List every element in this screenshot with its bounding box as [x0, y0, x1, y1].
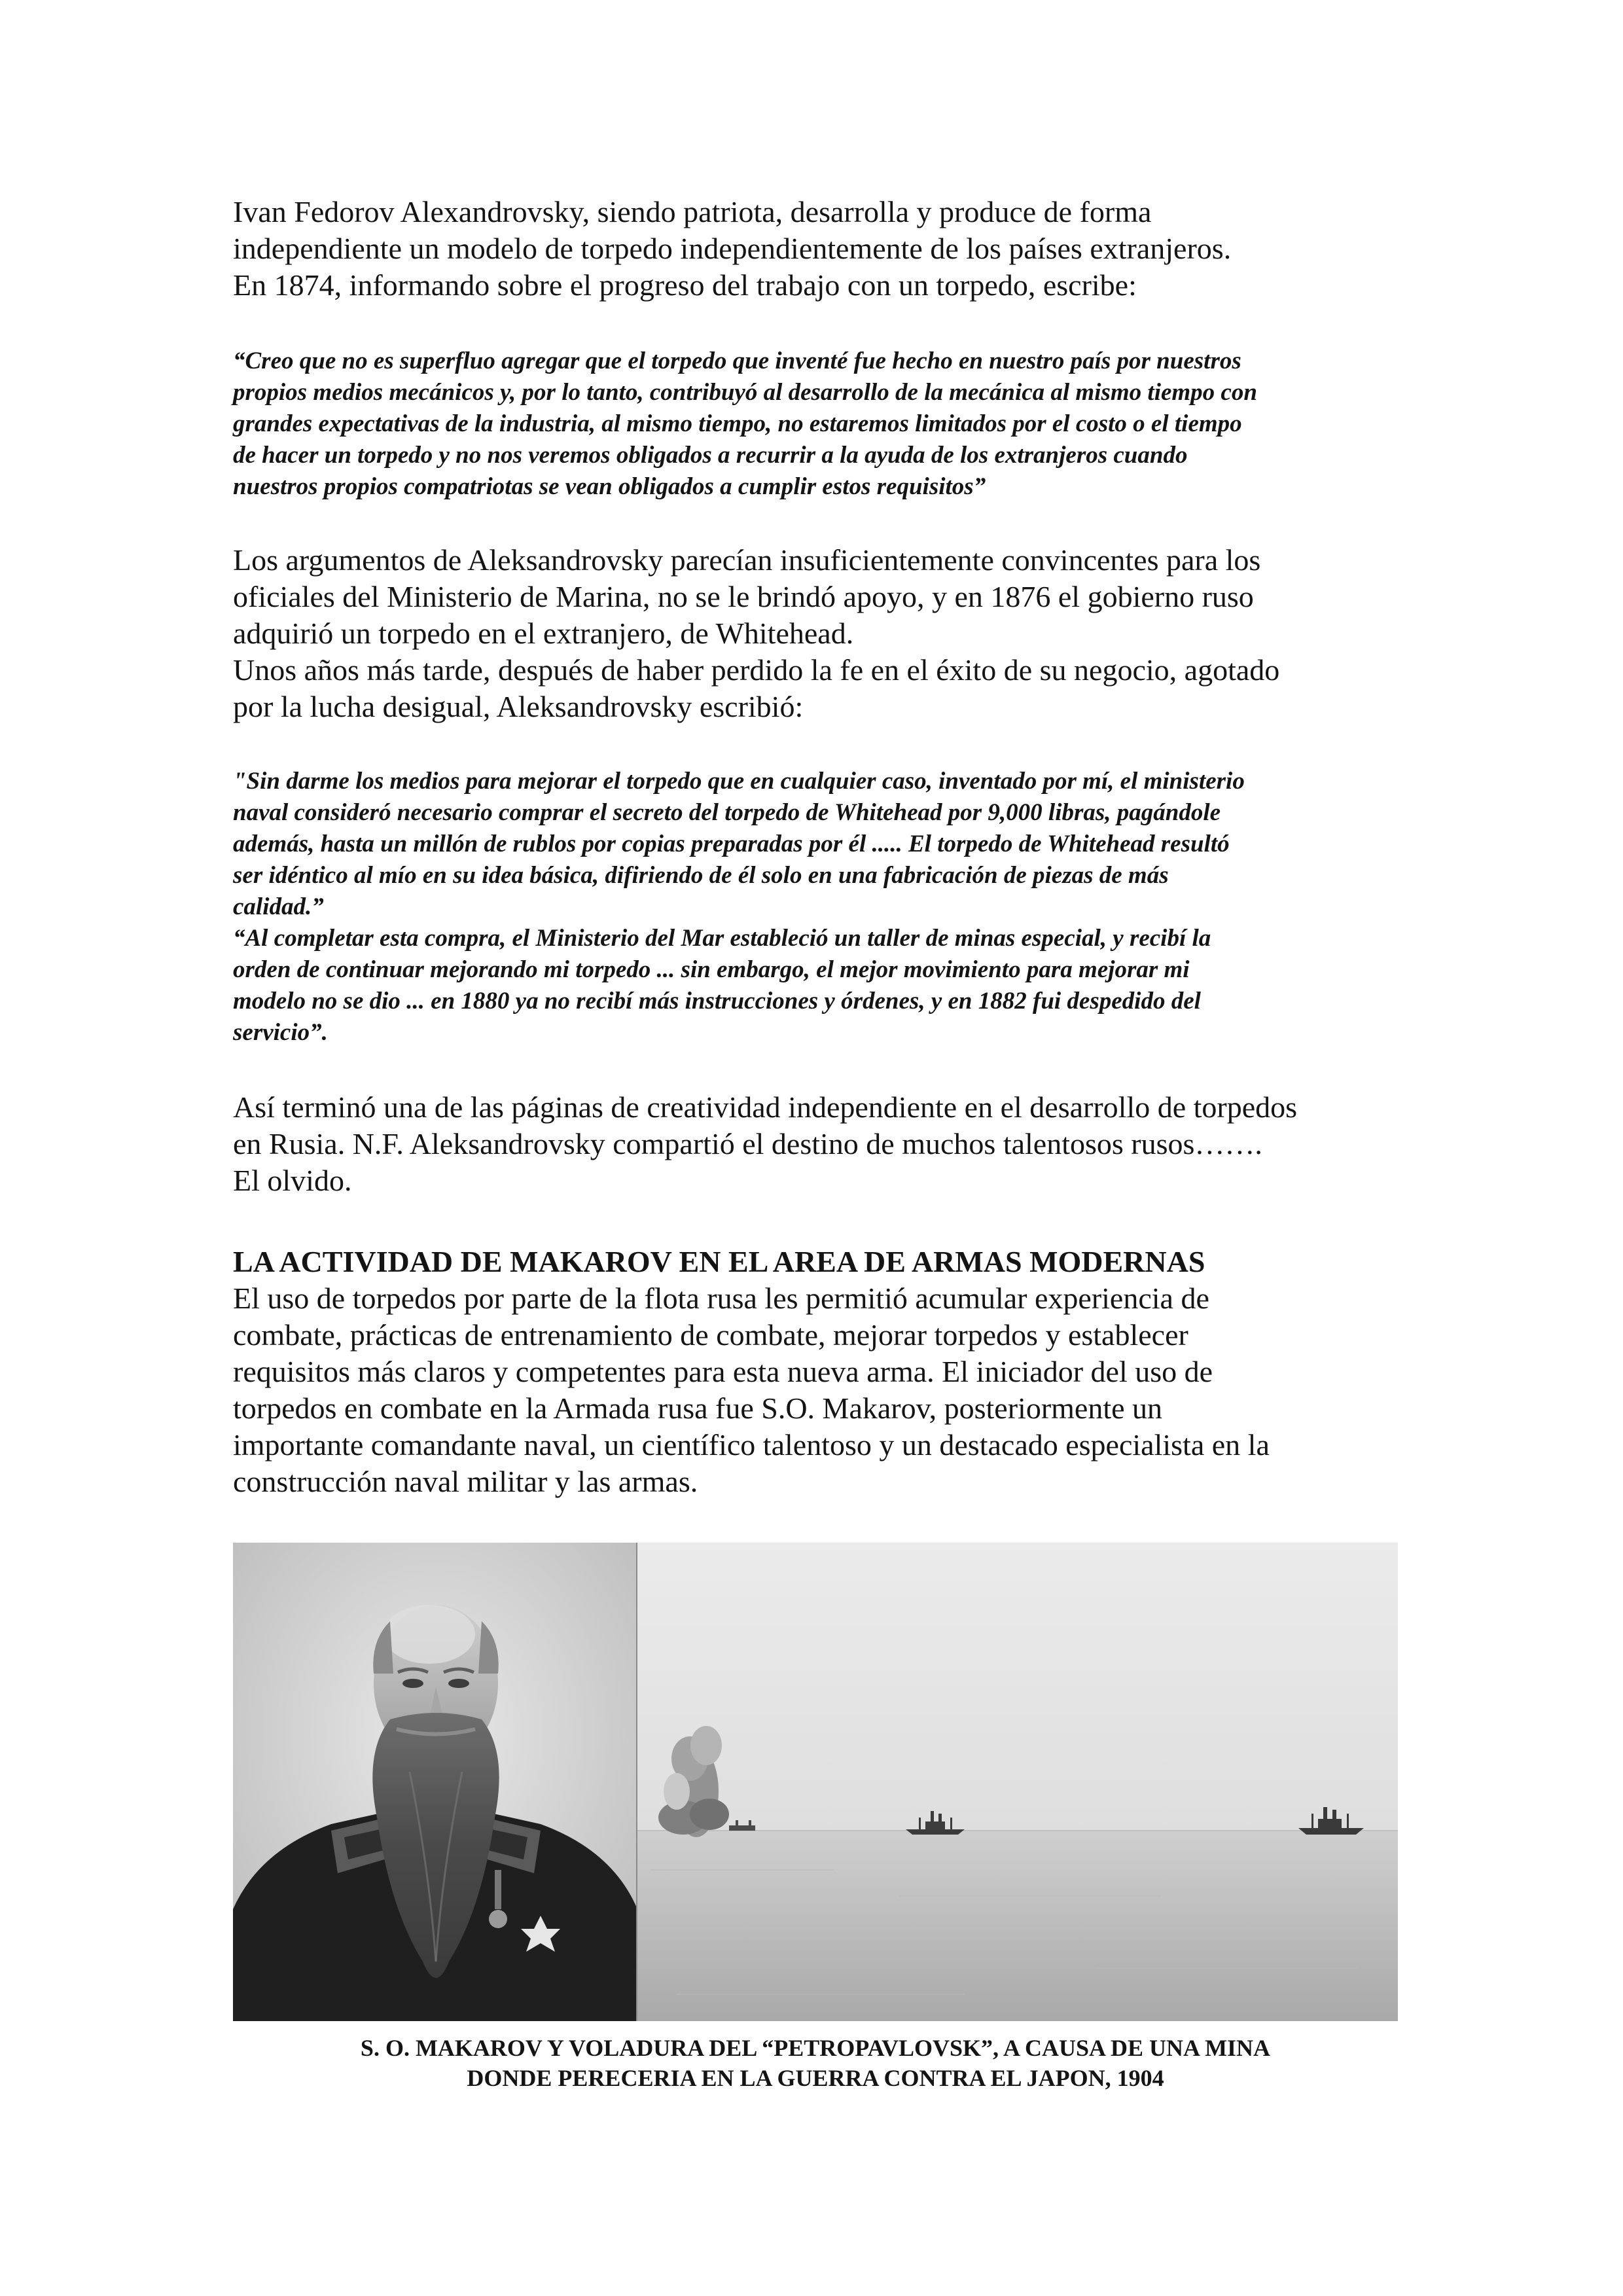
quote-aleksandrovsky-2 [233, 766, 1411, 1049]
quote-line: “Creo que no es superfluo agregar que el torpedo que inventé fue hecho en nuestro país por nuestros [233, 348, 1241, 374]
quote-line: grandes expectativas de la industria, al mismo tiempo, no estaremos limitados por el costo o el tiempo [233, 410, 1242, 437]
quote-line: de hacer un torpedo y no nos veremos obligados a recurrir a la ayuda de los extranjeros cuando [233, 442, 1188, 469]
quote-line: orden de continuar mejorando mi torpedo ... sin embargo, el mejor movimiento para mejorar mi [233, 956, 1190, 983]
quote-line: modelo no se dio ... en 1880 ya no recibí más instrucciones y órdenes, y en 1882 fui despedido del [233, 988, 1201, 1014]
text-line: construcción naval militar y las armas. [233, 1465, 698, 1498]
text-line: torpedos en combate en la Armada rusa fue S.O. Makarov, posteriormente un [233, 1391, 1163, 1425]
quote-line: nuestros propios compatriotas se vean obligados a cumplir estos requisitos” [233, 473, 986, 500]
text-line: oficiales del Ministerio de Marina, no se le brindó apoyo, y en 1876 el gobierno ruso [233, 580, 1254, 613]
paragraph-ministry [233, 542, 1411, 725]
paragraph-conclusion [233, 1089, 1411, 1199]
quote-line: "Sin darme los medios para mejorar el torpedo que en cualquier caso, inventado por mí, el ministerio [233, 768, 1245, 795]
text-line: requisitos más claros y competentes para esta nueva arma. El iniciador del uso de [233, 1355, 1213, 1388]
intro-paragraph [233, 194, 1411, 304]
quote-aleksandrovsky-1 [233, 346, 1411, 503]
text-line: independiente un modelo de torpedo independientemente de los países extranjeros. [233, 232, 1232, 265]
text-line: Unos años más tarde, después de haber perdido la fe en el éxito de su negocio, agotado [233, 653, 1280, 687]
text-line: Ivan Fedorov Alexandrovsky, siendo patriota, desarrolla y produce de forma [233, 195, 1152, 228]
caption-line: S. O. MAKAROV Y VOLADURA DEL “PETROPAVLOVSK”, A CAUSA DE UNA MINA [360, 2035, 1271, 2061]
figure-caption [233, 2033, 1398, 2093]
text-line: Los argumentos de Aleksandrovsky parecían insuficientemente convincentes para los [233, 543, 1261, 577]
quote-line: calidad.” [233, 893, 324, 920]
quote-line: ser idéntico al mío en su idea básica, difiriendo de él solo en una fabricación de piezas de más [233, 862, 1169, 889]
text-line: El olvido. [233, 1164, 352, 1197]
quote-line: naval consideró necesario comprar el secreto del torpedo de Whitehead por 9,000 libras, pagándole [233, 799, 1221, 826]
quote-line: propios medios mecánicos y, por lo tanto, contribuyó al desarrollo de la mecánica al mismo tiempo con [233, 379, 1257, 406]
text-line: adquirió un torpedo en el extranjero, de Whitehead. [233, 617, 854, 650]
text-line: Así terminó una de las páginas de creatividad independiente en el desarrollo de torpedos [233, 1090, 1298, 1124]
caption-line: DONDE PERECERIA EN LA GUERRA CONTRA EL JAPON, 1904 [467, 2065, 1164, 2091]
text-line: En 1874, informando sobre el progreso del trabajo con un torpedo, escribe: [233, 268, 1137, 302]
text-line: en Rusia. N.F. Aleksandrovsky compartió el destino de muchos talentosos rusos……. [233, 1127, 1262, 1160]
text-line: El uso de torpedos por parte de la flota rusa les permitió acumular experiencia de [233, 1282, 1209, 1315]
petropavlovsk-explosion-photo [637, 1543, 1398, 2021]
text-line: importante comandante naval, un científico talentoso y un destacado especialista en la [233, 1428, 1270, 1462]
quote-line: además, hasta un millón de rublos por copias preparadas por él ..... El torpedo de Whitehead resultó [233, 831, 1230, 857]
quote-line: servicio”. [233, 1019, 328, 1046]
quote-line: “Al completar esta compra, el Ministerio del Mar estableció un taller de minas especial, y recibí la [233, 925, 1211, 952]
text-line: por la lucha desigual, Aleksandrovsky escribió: [233, 690, 804, 723]
section-heading: LA ACTIVIDAD DE MAKAROV EN EL AREA DE ARMAS MODERNAS [233, 1245, 1205, 1278]
makarov-portrait-photo [233, 1543, 637, 2021]
section-makarov [233, 1244, 1411, 1500]
figure-makarov-petropavlovsk [233, 1543, 1398, 2021]
text-line: combate, prácticas de entrenamiento de combate, mejorar torpedos y establecer [233, 1318, 1188, 1352]
